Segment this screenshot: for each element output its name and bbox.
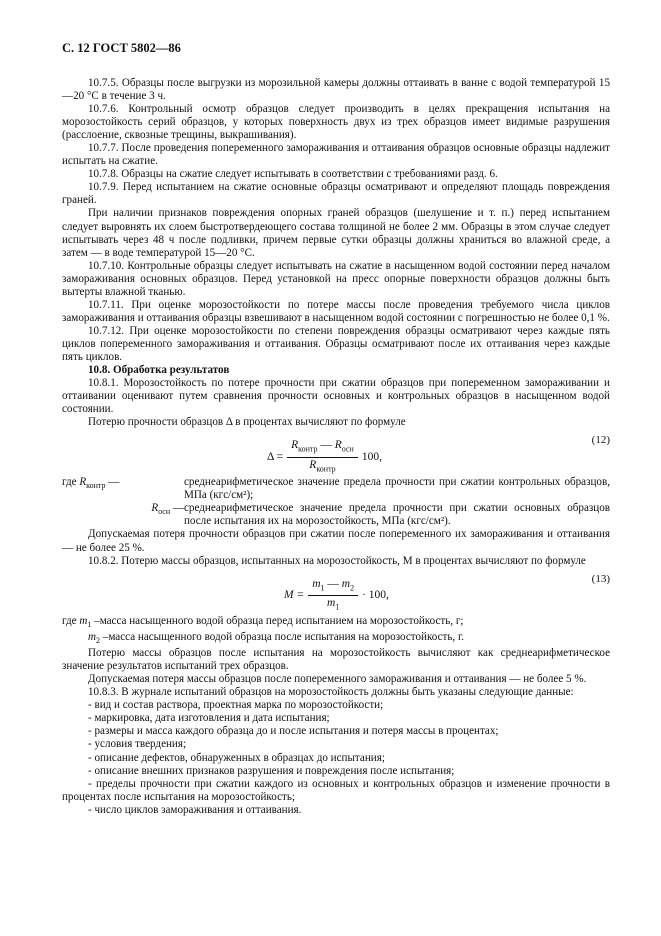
paragraph-10-7-10: 10.7.10. Контрольные образцы следует испытывать на сжатие в насыщенном водой состоянии перед началом замораживания основных образцов. Перед установкой на пресс опорные поверхности образцов должны быть вытерты влажной тканью. (62, 259, 610, 298)
list-item: - размеры и масса каждого образца до и после испытания и потеря массы в процентах; (88, 725, 499, 738)
definition-r-osn: $R_{осн}$ — среднеарифметическое значение предела прочности при сжатии основных образцов после испытания их на морозостойкость, МПа (кгс/см²). (151, 502, 610, 528)
section-title: 10.8. Обработка результатов (88, 364, 230, 377)
definition-m1: где $m_1$ – масса насыщенного водой образца перед испытанием на морозостойкость, г; (62, 614, 464, 629)
paragraph-10-7-11: 10.7.11. При оценке морозостойкости по потере массы после проведения требуемого числа циклов замораживания и оттаивания образцы взвешивают в насыщенном водой состоянии с погрешностью не более 0,1 %. (62, 298, 610, 324)
formula-13-fraction (308, 578, 358, 614)
list-item: - число циклов замораживания и оттаивания. (88, 803, 302, 816)
paragraph-10-7-6: 10.7.6. Контрольный осмотр образцов следует производить в целях прекращения испытания на морозостойкость серий образцов, у которых поверхность двух из трех образцов имеет видимые разрушения (расслоение, сквозные трещины, выкрашивания). (62, 103, 610, 142)
page-body (62, 77, 610, 817)
paragraph-10-8-3: 10.8.3. В журнале испытаний образцов на морозостойкость должны быть указаны следующие данные: (88, 686, 574, 699)
formula-12-lhs: Δ = (267, 450, 284, 463)
formula-12-fraction (287, 439, 358, 475)
paragraph-10-7-7: 10.7.7. После проведения попеременного замораживания и оттаивания образцов основные образцы надлежит испытать на сжатие. (62, 142, 610, 168)
list-item: - вид и состав раствора, проектная марка по морозостойкости; (88, 699, 384, 712)
formula-12 (62, 432, 610, 474)
journal-data-list (62, 699, 610, 816)
paragraph-10-8-1: 10.8.1. Морозостойкость по потере прочности при сжатии образцов при попеременном замораживании и оттаивании оценивают путем сравнения прочности основных и контрольных образцов в насыщенном водой состоянии. (62, 377, 610, 416)
formula-13-lhs: М = (284, 588, 305, 601)
formula-12-denominator: $R_{контр}$ (309, 458, 336, 473)
formula-13 (62, 571, 610, 613)
paragraph-10-7-9: 10.7.9. Перед испытанием на сжатие основные образцы осматривают и определяют площадь повреждения граней. (62, 181, 610, 207)
paragraph-10-7-5: 10.7.5. Образцы после выгрузки из морозильной камеры должны оттаивать в ванне с водой температурой 15—20 °С в течение 3 ч. (62, 77, 610, 103)
formula-12-numerator: $R_{контр}$ — $R_{осн}$ (287, 439, 358, 457)
formula-13-numerator: $m_1$ — $m_2$ (308, 578, 358, 596)
page-header: С. 12 ГОСТ 5802—86 (62, 41, 181, 55)
list-item: - описание дефектов, обнаруженных в образцах до испытания; (88, 751, 385, 764)
formula-13-factor: · 100, (362, 588, 389, 601)
formula-12-factor: 100, (361, 450, 382, 463)
list-item: - условия твердения; (88, 738, 187, 751)
paragraph-allowed-mass: Допускаемая потеря массы образцов после попеременного замораживания и оттаивания — не более 5 %. (88, 673, 587, 686)
list-item: - маркировка, дата изготовления и дата испытания; (88, 712, 330, 725)
paragraph-damage-leveling: При наличии признаков повреждения опорных граней образцов (шелушение и т. п.) перед испытанием следует выровнять их слоем быстротвердеющего состава толщиной не более 2 мм. Образцы в этом случае следует испытывать через 48 ч после подливки, причем первые сутки образцы должны храниться во влажной среде, а затем — в воде температурой 15—20 °С. (62, 207, 610, 259)
definition-r-kontr: где $R_{контр}$ — среднеарифметическое значение предела прочности при сжатии контрольных образцов, МПа (кгс/см²); (62, 476, 610, 502)
formula-12-number: (12) (591, 434, 610, 447)
list-item: - описание внешних признаков разрушения и повреждения после испытания; (88, 764, 455, 777)
paragraph-10-7-12: 10.7.12. При оценке морозостойкости по степени повреждения образцы осматривают через каждые пять циклов попеременного замораживания и оттаивания. Образцы осматривают после их оттаивания через каждые пять циклов. (62, 324, 610, 363)
paragraph-10-7-8: 10.7.8. Образцы на сжатие следует испытывать в соответствии с требованиями разд. 6. (88, 168, 498, 181)
formula-13-number: (13) (591, 572, 610, 585)
formula-13-denominator: $m_1$ (327, 596, 340, 612)
paragraph-10-8-2: 10.8.2. Потерю массы образцов, испытанных на морозостойкость, М в процентах вычисляют по формуле (88, 554, 586, 567)
list-item: - пределы прочности при сжатии каждого из основных и контрольных образцов и изменение прочности в процентах после испытания на морозостойкость; (62, 777, 610, 803)
paragraph-loss-intro: Потерю прочности образцов Δ в процентах вычисляют по формуле (88, 416, 406, 429)
paragraph-mass-average: Потерю массы образцов после испытания на морозостойкость вычисляют как среднеарифметическое значение результатов испытаний трех образцов. (62, 647, 610, 673)
definition-m2: $m_2$ – масса насыщенного водой образца после испытания на морозостойкость, г. (88, 630, 465, 646)
paragraph-allowed-strength: Допускаемая потеря прочности образцов при сжатии после попеременного их замораживания и оттаивания — не более 25 %. (62, 528, 610, 554)
